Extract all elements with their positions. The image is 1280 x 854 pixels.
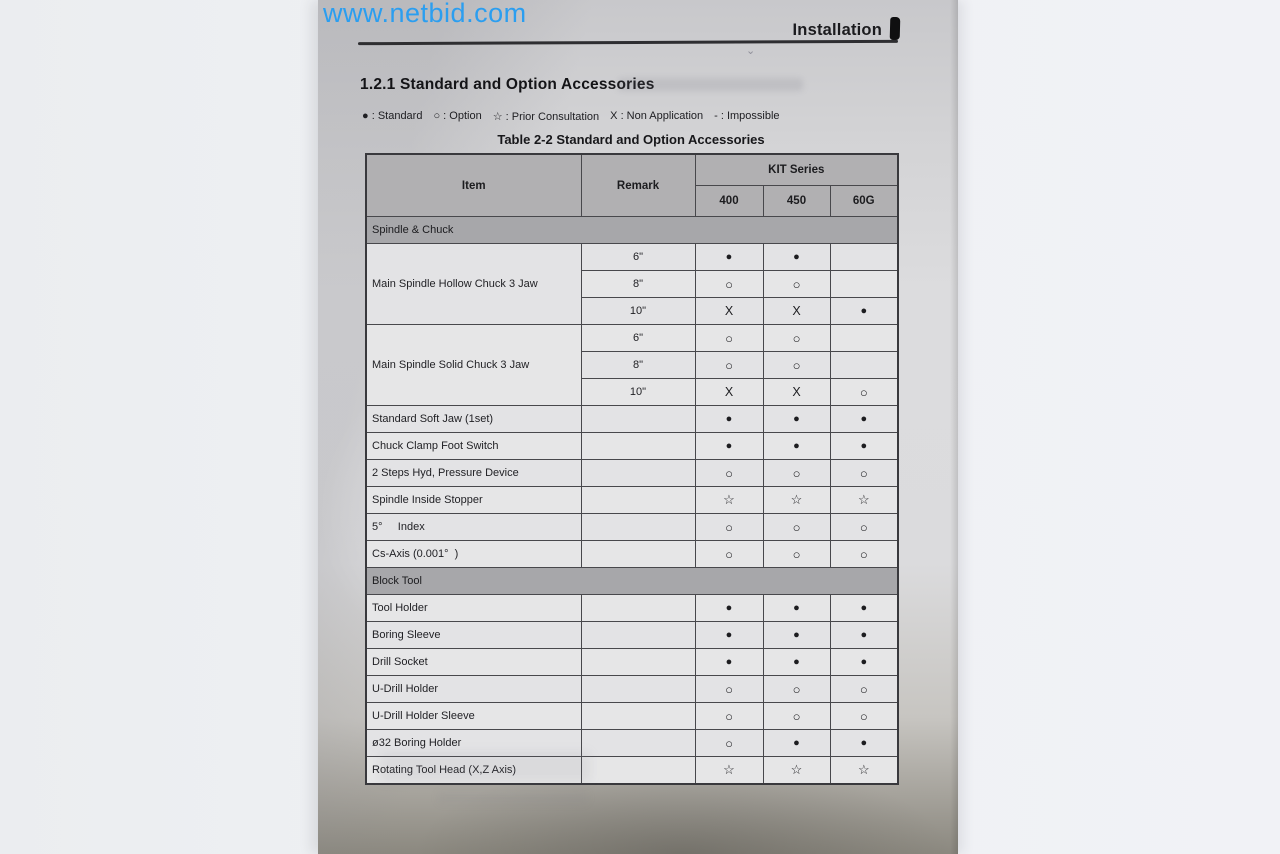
remark-cell: 10" [581,298,695,325]
remark-cell [581,487,695,514]
section-cell: Spindle & Chuck [366,217,898,244]
chapter-tab-icon [890,17,901,40]
item-cell: Tool Holder [366,595,581,622]
header-row-1 [366,154,898,186]
watermark-netbid: www.netbid.com [323,0,527,28]
value-cell: X [695,379,763,406]
value-cell: ● [763,595,830,622]
value-cell: ○ [763,541,830,568]
value-cell: ● [695,406,763,433]
symbol-legend [362,110,780,123]
value-cell: ● [830,730,898,757]
section-row [366,217,898,244]
page-header [793,17,901,40]
section-heading: 1.2.1 Standard and Option Accessories [360,76,655,93]
remark-cell [581,406,695,433]
value-cell: ● [763,649,830,676]
value-cell: ● [695,595,763,622]
remark-cell [581,730,695,757]
table-row [366,325,898,352]
column-header-kit-series: KIT Series [695,154,898,186]
value-cell: ○ [695,730,763,757]
table-row [366,244,898,271]
column-header-item: Item [366,154,581,217]
value-cell: ● [830,406,898,433]
column-header-450: 450 [763,186,830,217]
value-cell: ● [695,622,763,649]
scan-artifact-mark: ⌄ [746,45,756,57]
value-cell: ○ [830,460,898,487]
remark-cell: 6" [581,244,695,271]
legend-item: ☆ : Prior Consultation [492,111,600,123]
item-cell: Drill Socket [366,649,581,676]
value-cell: ○ [830,379,898,406]
column-header-400: 400 [695,186,763,217]
table-row [366,595,898,622]
value-cell: ○ [763,460,830,487]
value-cell [830,325,898,352]
value-cell: ○ [695,271,763,298]
section-cell: Block Tool [366,568,898,595]
table-title: Table 2-2 Standard and Option Accessories [497,132,765,147]
item-cell: 2 Steps Hyd, Pressure Device [366,460,581,487]
value-cell: ○ [830,703,898,730]
value-cell: ● [763,433,830,460]
item-cell: Cs-Axis (0.001° ) [366,541,581,568]
value-cell: ☆ [830,487,898,514]
table-header [366,154,898,217]
item-cell: Main Spindle Solid Chuck 3 Jaw [366,325,581,406]
value-cell: ● [763,622,830,649]
value-cell: ☆ [695,757,763,785]
item-cell: Spindle Inside Stopper [366,487,581,514]
value-cell: ● [830,622,898,649]
table-row [366,433,898,460]
table-row [366,406,898,433]
value-cell: ● [763,730,830,757]
value-cell: ○ [695,514,763,541]
value-cell [830,352,898,379]
value-cell: ○ [695,352,763,379]
value-cell: ● [763,406,830,433]
value-cell [830,244,898,271]
value-cell: ● [695,649,763,676]
remark-cell [581,676,695,703]
remark-cell [581,622,695,649]
item-cell: Standard Soft Jaw (1set) [366,406,581,433]
remark-cell [581,649,695,676]
value-cell: ☆ [763,757,830,785]
value-cell: ○ [830,541,898,568]
value-cell: ○ [830,676,898,703]
table-row [366,649,898,676]
value-cell: ☆ [763,487,830,514]
header-rule [358,40,898,45]
table-row [366,514,898,541]
chapter-label: Installation [792,21,882,39]
legend-item: - : Impossible [714,110,780,122]
remark-cell [581,433,695,460]
table-row [366,730,898,757]
item-cell: U-Drill Holder [366,676,581,703]
value-cell: ○ [830,514,898,541]
item-cell: 5° Index [366,514,581,541]
column-header-remark: Remark [581,154,695,217]
value-cell: ○ [763,703,830,730]
value-cell: ● [695,244,763,271]
value-cell: ○ [695,541,763,568]
value-cell: ☆ [830,757,898,785]
value-cell: ○ [695,676,763,703]
document-page [318,0,958,854]
remark-cell [581,703,695,730]
remark-cell [581,460,695,487]
table-row [366,757,898,785]
item-cell: U-Drill Holder Sleeve [366,703,581,730]
value-cell: ○ [763,325,830,352]
value-cell: ○ [763,271,830,298]
remark-cell: 8" [581,352,695,379]
value-cell: ● [830,595,898,622]
value-cell: ☆ [695,487,763,514]
item-cell: Main Spindle Hollow Chuck 3 Jaw [366,244,581,325]
remark-cell: 8" [581,271,695,298]
item-cell: Chuck Clamp Foot Switch [366,433,581,460]
value-cell: ○ [695,703,763,730]
value-cell: ● [830,649,898,676]
legend-item: ● : Standard [362,110,423,122]
accessories-table [365,153,899,785]
remark-cell [581,514,695,541]
value-cell [830,271,898,298]
remark-cell [581,541,695,568]
remark-cell: 6" [581,325,695,352]
table-row [366,460,898,487]
section-row [366,568,898,595]
table-row [366,622,898,649]
value-cell: ● [830,433,898,460]
bleed-through-ghost [438,792,588,804]
value-cell: ● [695,433,763,460]
column-header-60g: 60G [830,186,898,217]
value-cell: ○ [695,325,763,352]
item-cell: Boring Sleeve [366,622,581,649]
item-cell: Rotating Tool Head (X,Z Axis) [366,757,581,785]
value-cell: ○ [763,514,830,541]
table-row [366,676,898,703]
value-cell: X [695,298,763,325]
table-body [366,217,898,785]
value-cell: X [763,298,830,325]
value-cell: ○ [763,676,830,703]
legend-item: X : Non Application [610,110,704,122]
value-cell: ○ [763,352,830,379]
legend-item: ○ : Option [433,110,482,122]
table-row [366,487,898,514]
value-cell: ● [830,298,898,325]
value-cell: ● [763,244,830,271]
remark-cell [581,757,695,785]
remark-cell: 10" [581,379,695,406]
item-cell: ø32 Boring Holder [366,730,581,757]
value-cell: X [763,379,830,406]
table-row [366,703,898,730]
value-cell: ○ [695,460,763,487]
table-row [366,541,898,568]
remark-cell [581,595,695,622]
